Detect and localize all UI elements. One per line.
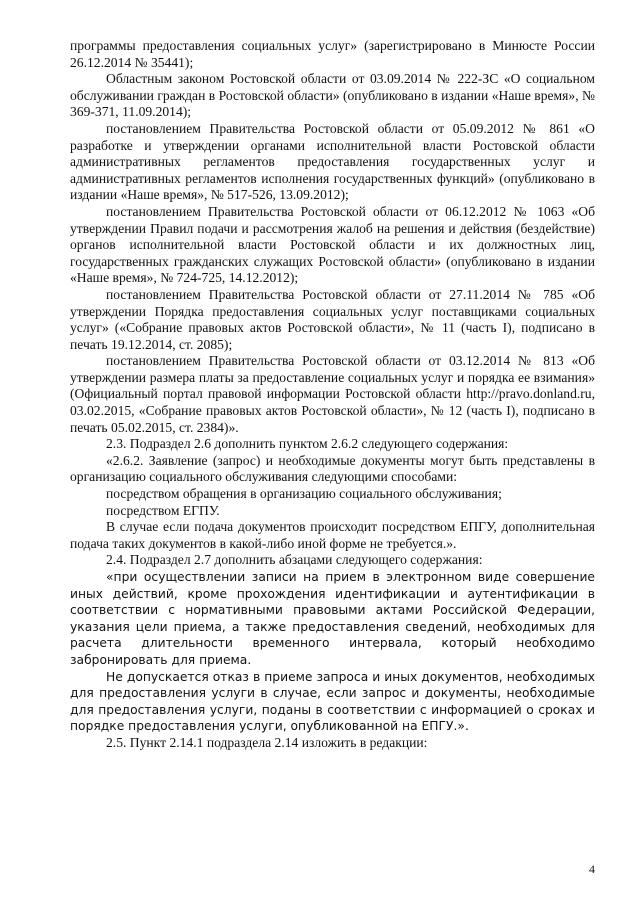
page-number: 4: [589, 862, 595, 876]
document-paragraph: 2.4. Подраздел 2.7 дополнить абзацами следующего содержания:: [106, 552, 483, 568]
document-paragraph: постановлением Правительства Ростовской области от 06.12.2012 № 1063 «Об утверждении Правил подачи и рассмотрения жалоб на решения и действия (бездействие) органов исполнительной власти Ростовской области и их должностных лиц, государственных гражданских служащих Ростовской области» (опубликовано в издании «Наше время», № 724-725, 14.12.2012);: [70, 203, 595, 286]
document-paragraph: «2.6.2. Заявление (запрос) и необходимые документы могут быть представлены в организацию социального обслуживания следующими способами:: [70, 452, 595, 485]
document-paragraph: постановлением Правительства Ростовской области от 03.12.2014 № 813 «Об утверждении размера платы за предоставление социальных услуг и порядка ее взимания» (Официальный портал правовой информации Ростовской области http://pravo.donland.ru, 03.02.2015, «Собрание правовых актов Ростовской области», № 12 (часть I), подписано в печать 05.02.2015, ст. 2384)».: [70, 353, 595, 435]
document-paragraph: посредством обращения в организацию социального обслуживания;: [106, 486, 502, 502]
document-paragraph: Не допускается отказ в приеме запроса и иных документов, необходимых для предоставления услуги в случае, если запрос и документы, необходимые для предоставления услуги, поданы в соответствии с информацией о сроках и порядке предоставления услуги, опубликованной на ЕПГУ.».: [70, 669, 595, 734]
document-paragraph: постановлением Правительства Ростовской области от 05.09.2012 № 861 «О разработке и утверждении органами исполнительной власти Ростовской области административных регламентов предоставления государственных услуг и административных регламентов исполнения государственных функций» (опубликовано в издании «Наше время», № 517-526, 13.09.2012);: [70, 120, 595, 203]
document-paragraph: В случае если подача документов происходит посредством ЕПГУ, дополнительная подача таких документов в какой-либо иной форме не требуется.».: [70, 519, 595, 551]
document-paragraph: программы предоставления социальных услуг» (зарегистрировано в Минюсте России 26.12.2014 № 35441);: [70, 38, 595, 70]
document-paragraph: постановлением Правительства Ростовской области от 27.11.2014 № 785 «Об утверждении Порядка предоставления социальных услуг поставщиками социальных услуг» («Собрание правовых актов Ростовской области», № 11 (часть I), подписано в печать 19.12.2014, ст. 2085);: [70, 286, 595, 352]
document-paragraph: «при осуществлении записи на прием в электронном виде совершение иных действий, кроме прохождения идентификации и аутентификации в соответствии с нормативными правовыми актами Российской Федерации, указания цели приема, а также предоставления сведений, необходимых для расчета длительности временного интервала, который необходимо забронировать для приема.: [70, 570, 595, 667]
document-paragraph: посредством ЕГПУ.: [106, 502, 220, 518]
document-paragraph: 2.5. Пункт 2.14.1 подраздела 2.14 изложить в редакции:: [106, 734, 428, 750]
document-body: [70, 38, 595, 752]
document-paragraph: Областным законом Ростовской области от 03.09.2014 № 222-ЗС «О социальном обслуживании граждан в Ростовской области» (опубликовано в издании «Наше время», № 369-371, 11.09.2014);: [70, 71, 595, 120]
document-paragraph: 2.3. Подраздел 2.6 дополнить пунктом 2.6.2 следующего содержания:: [106, 436, 509, 452]
